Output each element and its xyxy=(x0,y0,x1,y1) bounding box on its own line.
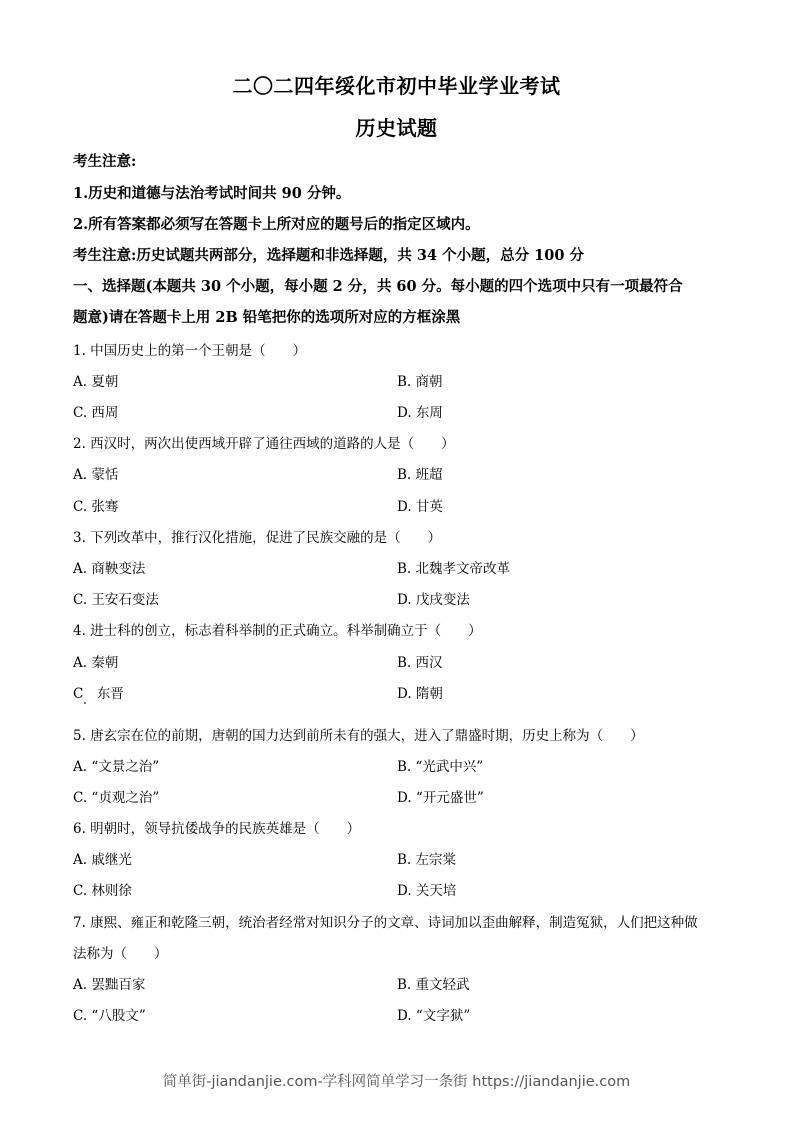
option-a: A. 秦朝 xyxy=(73,655,119,671)
note-time: 1.历史和道德与法治考试时间共 90 分钟。 xyxy=(73,185,351,202)
footer-watermark: 简单街-jiandanjie.com-学科网简单学习一条街 https://jiandanjie.com xyxy=(162,1074,631,1090)
option-d: D. 隋朝 xyxy=(397,686,443,702)
option-d: D. 东周 xyxy=(397,405,443,421)
note-summary: 考生注意:历史试题共两部分，选择题和非选择题，共 34 个小题，总分 100 分 xyxy=(73,247,584,264)
question-stem-continuation: 法称为（ ） xyxy=(73,946,168,962)
option-a: A. “文景之治” xyxy=(73,759,160,775)
option-d: D. 甘英 xyxy=(397,499,443,515)
option-b: B. 西汉 xyxy=(397,655,443,671)
option-b: B. 商朝 xyxy=(397,374,443,390)
option-a: A. 商鞅变法 xyxy=(73,561,146,577)
option-c: C. “贞观之治” xyxy=(73,790,160,806)
option-c: C 东晋 xyxy=(73,686,124,702)
option-b: B. 左宗棠 xyxy=(397,852,457,868)
section-heading-line2: 题意)请在答题卡上用 2B 铅笔把你的选项所对应的方框涂黑 xyxy=(73,309,461,326)
question-stem: 7. 康熙、雍正和乾隆三朝，统治者经常对知识分子的文章、诗词加以歪曲解释，制造冤狱，人们把这种做 xyxy=(73,915,698,931)
option-b: B. “光武中兴” xyxy=(397,759,484,775)
question-stem: 6. 明朝时，领导抗倭战争的民族英雄是（ ） xyxy=(73,821,361,837)
stray-mark xyxy=(84,702,86,704)
question-stem: 2. 西汉时，两次出使西域开辟了通往西域的道路的人是（ ） xyxy=(73,436,455,452)
question-stem: 3. 下列改革中，推行汉化措施，促进了民族交融的是（ ） xyxy=(73,530,442,546)
option-a: A. 戚继光 xyxy=(73,852,132,868)
option-b: B. 班超 xyxy=(397,467,443,483)
option-d: D. 戊戌变法 xyxy=(397,592,470,608)
section-heading-line1: 一、选择题(本题共 30 个小题，每小题 2 分，共 60 分。每小题的四个选项中只有一项最符合 xyxy=(73,278,683,295)
option-a: A. 夏朝 xyxy=(73,374,119,390)
option-d: D. 关天培 xyxy=(397,883,457,899)
question-stem: 5. 唐玄宗在位的前期，唐朝的国力达到前所未有的强大，进入了鼎盛时期，历史上称为（ ） xyxy=(73,728,644,744)
question-stem: 4. 进士科的创立，标志着科举制的正式确立。科举制确立于（ ） xyxy=(73,623,482,639)
question-stem: 1. 中国历史上的第一个王朝是（ ） xyxy=(73,343,307,359)
option-d: D. “开元盛世” xyxy=(397,790,484,806)
option-c: C. 西周 xyxy=(73,405,119,421)
option-a: A. 蒙恬 xyxy=(73,467,119,483)
option-b: B. 北魏孝文帝改革 xyxy=(397,561,511,577)
note-heading: 考生注意: xyxy=(73,153,137,170)
note-answer-area: 2.所有答案都必须写在答题卡上所对应的题号后的指定区域内。 xyxy=(73,216,480,233)
option-c: C. 林则徐 xyxy=(73,883,132,899)
option-b: B. 重文轻武 xyxy=(397,977,470,993)
option-c: C. 张骞 xyxy=(73,499,119,515)
page-title: 二〇二四年绥化市初中毕业学业考试 xyxy=(232,74,561,98)
option-c: C. 王安石变法 xyxy=(73,592,159,608)
option-d: D. “文字狱” xyxy=(397,1008,471,1024)
option-c: C. “八股文” xyxy=(73,1008,146,1024)
page-subtitle: 历史试题 xyxy=(355,116,438,140)
option-a: A. 罢黜百家 xyxy=(73,977,146,993)
